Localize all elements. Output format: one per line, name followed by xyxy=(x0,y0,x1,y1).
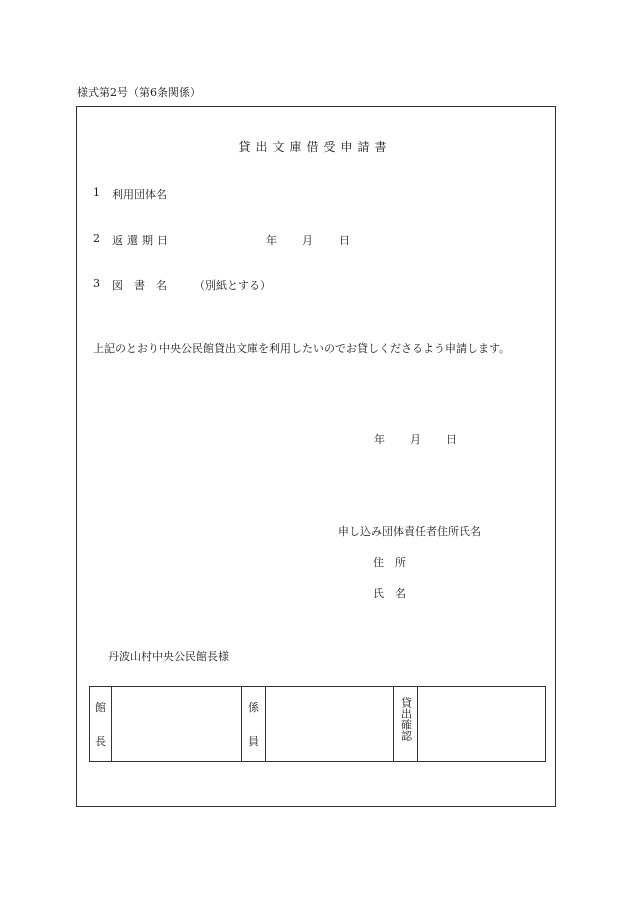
form-title: 貸出文庫借受申請書 xyxy=(238,140,392,154)
item3-note: （別紙とする） xyxy=(194,279,271,292)
kakari-label-cell xyxy=(242,687,266,762)
lending-confirm-stamp-box[interactable] xyxy=(418,687,546,762)
lending-confirm-label-cell xyxy=(394,687,418,762)
item2-day: 日 xyxy=(339,234,350,247)
item2-number: 2 xyxy=(93,232,100,245)
kancho-label-top: 館 xyxy=(95,701,106,714)
date-day: 日 xyxy=(446,433,457,446)
kakari-stamp-box[interactable] xyxy=(266,687,394,762)
address-label: 住 所 xyxy=(373,556,406,569)
date-year: 年 xyxy=(374,433,385,446)
application-statement: 上記のとおり中央公民館貸出文庫を利用したいのでお貸しくださるよう申請します。 xyxy=(93,342,511,355)
approval-stamp-table xyxy=(89,686,546,762)
name-label: 氏 名 xyxy=(373,587,406,600)
form-reference: 様式第2号（第6条関係） xyxy=(77,86,201,99)
applicant-heading: 申し込み団体責任者住所氏名 xyxy=(338,525,481,538)
kancho-stamp-box[interactable] xyxy=(112,687,242,762)
item3-number: 3 xyxy=(93,277,100,290)
kakari-label-bottom: 員 xyxy=(248,735,259,748)
item1-label: 利用団体名 xyxy=(112,188,167,201)
kakari-label-top: 係 xyxy=(248,701,259,714)
item2-label: 返還期日 xyxy=(112,234,172,247)
kancho-label-bottom: 長 xyxy=(95,735,106,748)
addressee: 丹波山村中央公民館長様 xyxy=(108,650,229,663)
date-month: 月 xyxy=(410,433,421,446)
lending-confirm-label: 貸出確認 xyxy=(399,697,413,741)
item1-number: 1 xyxy=(93,186,100,199)
item2-month: 月 xyxy=(302,234,313,247)
kancho-label-cell xyxy=(90,687,112,762)
item3-label: 図 書 名 xyxy=(112,279,167,292)
item2-year: 年 xyxy=(266,234,277,247)
